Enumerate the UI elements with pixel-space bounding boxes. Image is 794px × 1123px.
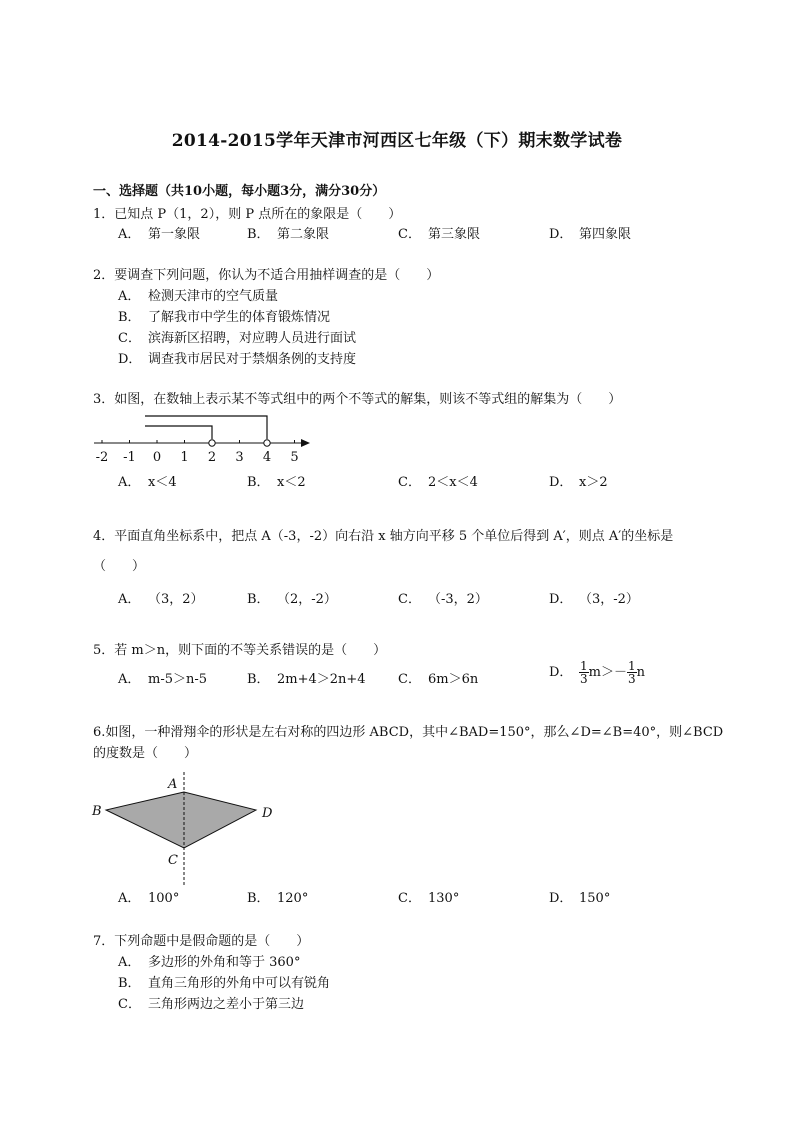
q1-option-c: C． 第三象限: [398, 227, 481, 242]
question-7-stem: 7．下列命题中是假命题的是（ ）: [93, 934, 310, 949]
q5-option-b: B． 2m+4＞2n+4: [247, 672, 366, 687]
question-2-stem: 2．要调查下列问题，你认为不适合用抽样调查的是（ ）: [93, 268, 440, 283]
q2-option-b: B． 了解我市中学生的体育锻炼情况: [118, 310, 331, 325]
tick-label: 1: [180, 450, 189, 465]
question-4-stem-cont: （ ）: [93, 559, 146, 574]
q2-option-a: A． 检测天津市的空气质量: [118, 289, 279, 304]
solution-ray-x-lt-2: [145, 426, 212, 439]
point-label-a: A: [168, 777, 178, 792]
tick-label: 4: [262, 450, 272, 465]
tick-label: -1: [123, 450, 136, 465]
q1-option-a: A． 第一象限: [118, 227, 201, 242]
q2-option-d: D． 调查我市居民对于禁烟条例的支持度: [118, 352, 357, 367]
q4-option-b: B． （2，-2）: [247, 592, 337, 607]
open-point-4: [264, 440, 270, 446]
tick-label: 3: [235, 450, 244, 465]
question-6-stem: 6.如图，一种滑翔伞的形状是左右对称的四边形 ABCD，其中∠BAD=150°，那么∠D=∠B=40°，则∠BCD: [93, 725, 724, 740]
number-line-figure: [90, 410, 320, 466]
q4-option-c: C． （-3，2）: [398, 592, 488, 607]
page-title: 2014-2015学年天津市河西区七年级（下）期末数学试卷: [171, 131, 623, 151]
q6-option-d: D． 150°: [549, 891, 611, 906]
q2-option-c: C． 滨海新区招聘，对应聘人员进行面试: [118, 331, 357, 346]
q7-option-a: A． 多边形的外角和等于 360°: [118, 955, 301, 970]
question-4-stem: 4．平面直角坐标系中，把点 A（-3，-2）向右沿 x 轴方向平移 5 个单位后得到 A′，则点 A′的坐标是: [93, 529, 674, 544]
q7-option-c: C． 三角形两边之差小于第三边: [118, 997, 305, 1012]
q5-option-a: A． m-5＞n-5: [118, 672, 208, 687]
q4-option-a: A． （3，2）: [118, 592, 204, 607]
point-label-b: B: [92, 804, 102, 819]
q4-option-d: D． （3，-2）: [549, 592, 639, 607]
question-5-stem: 5．若 m＞n，则下面的不等关系错误的是（ ）: [93, 643, 387, 658]
q6-option-b: B． 120°: [247, 891, 309, 906]
axis-arrow-icon: [301, 439, 310, 447]
tick-label: 5: [290, 450, 299, 465]
q1-option-b: B． 第二象限: [247, 227, 330, 242]
open-point-2: [209, 440, 215, 446]
question-1-stem: 1．已知点 P（1，2），则 P 点所在的象限是（ ）: [93, 207, 402, 222]
fraction-one-third: $\frac{1}{3}$: [627, 659, 636, 686]
point-label-c: C: [168, 853, 178, 868]
q3-option-c: C． 2＜x＜4: [398, 475, 478, 490]
q3-option-b: B． x＜2: [247, 475, 306, 490]
section-heading: 一、选择题（共10小题，每小题3分，满分30分）: [93, 184, 386, 199]
question-3-stem: 3．如图，在数轴上表示某不等式组中的两个不等式的解集，则该不等式组的解集为（ ）: [93, 392, 622, 407]
q5-option-c: C． 6m＞6n: [398, 672, 479, 687]
fraction-one-third: $\frac{1}{3}$: [580, 659, 588, 686]
solution-ray-x-lt-4: [145, 416, 267, 439]
q6-option-a: A． 100°: [118, 891, 180, 906]
tick-label: -2: [95, 450, 109, 465]
tick-label: 0: [152, 450, 162, 465]
q5-option-d: D． $\frac{1}{3}$ m＞－ $\frac{1}{3}$ n: [549, 659, 645, 686]
question-6-stem-cont: 的度数是（ ）: [93, 746, 198, 761]
q6-option-c: C． 130°: [398, 891, 460, 906]
q1-option-d: D． 第四象限: [549, 227, 632, 242]
q7-option-b: B． 直角三角形的外角中可以有锐角: [118, 976, 331, 991]
q3-option-d: D． x＞2: [549, 475, 608, 490]
quadrilateral-abcd: [106, 792, 256, 848]
paraglider-figure: [88, 770, 288, 888]
q3-option-a: A． x＜4: [118, 475, 177, 490]
tick-label: 2: [207, 450, 217, 465]
point-label-d: D: [262, 806, 273, 821]
